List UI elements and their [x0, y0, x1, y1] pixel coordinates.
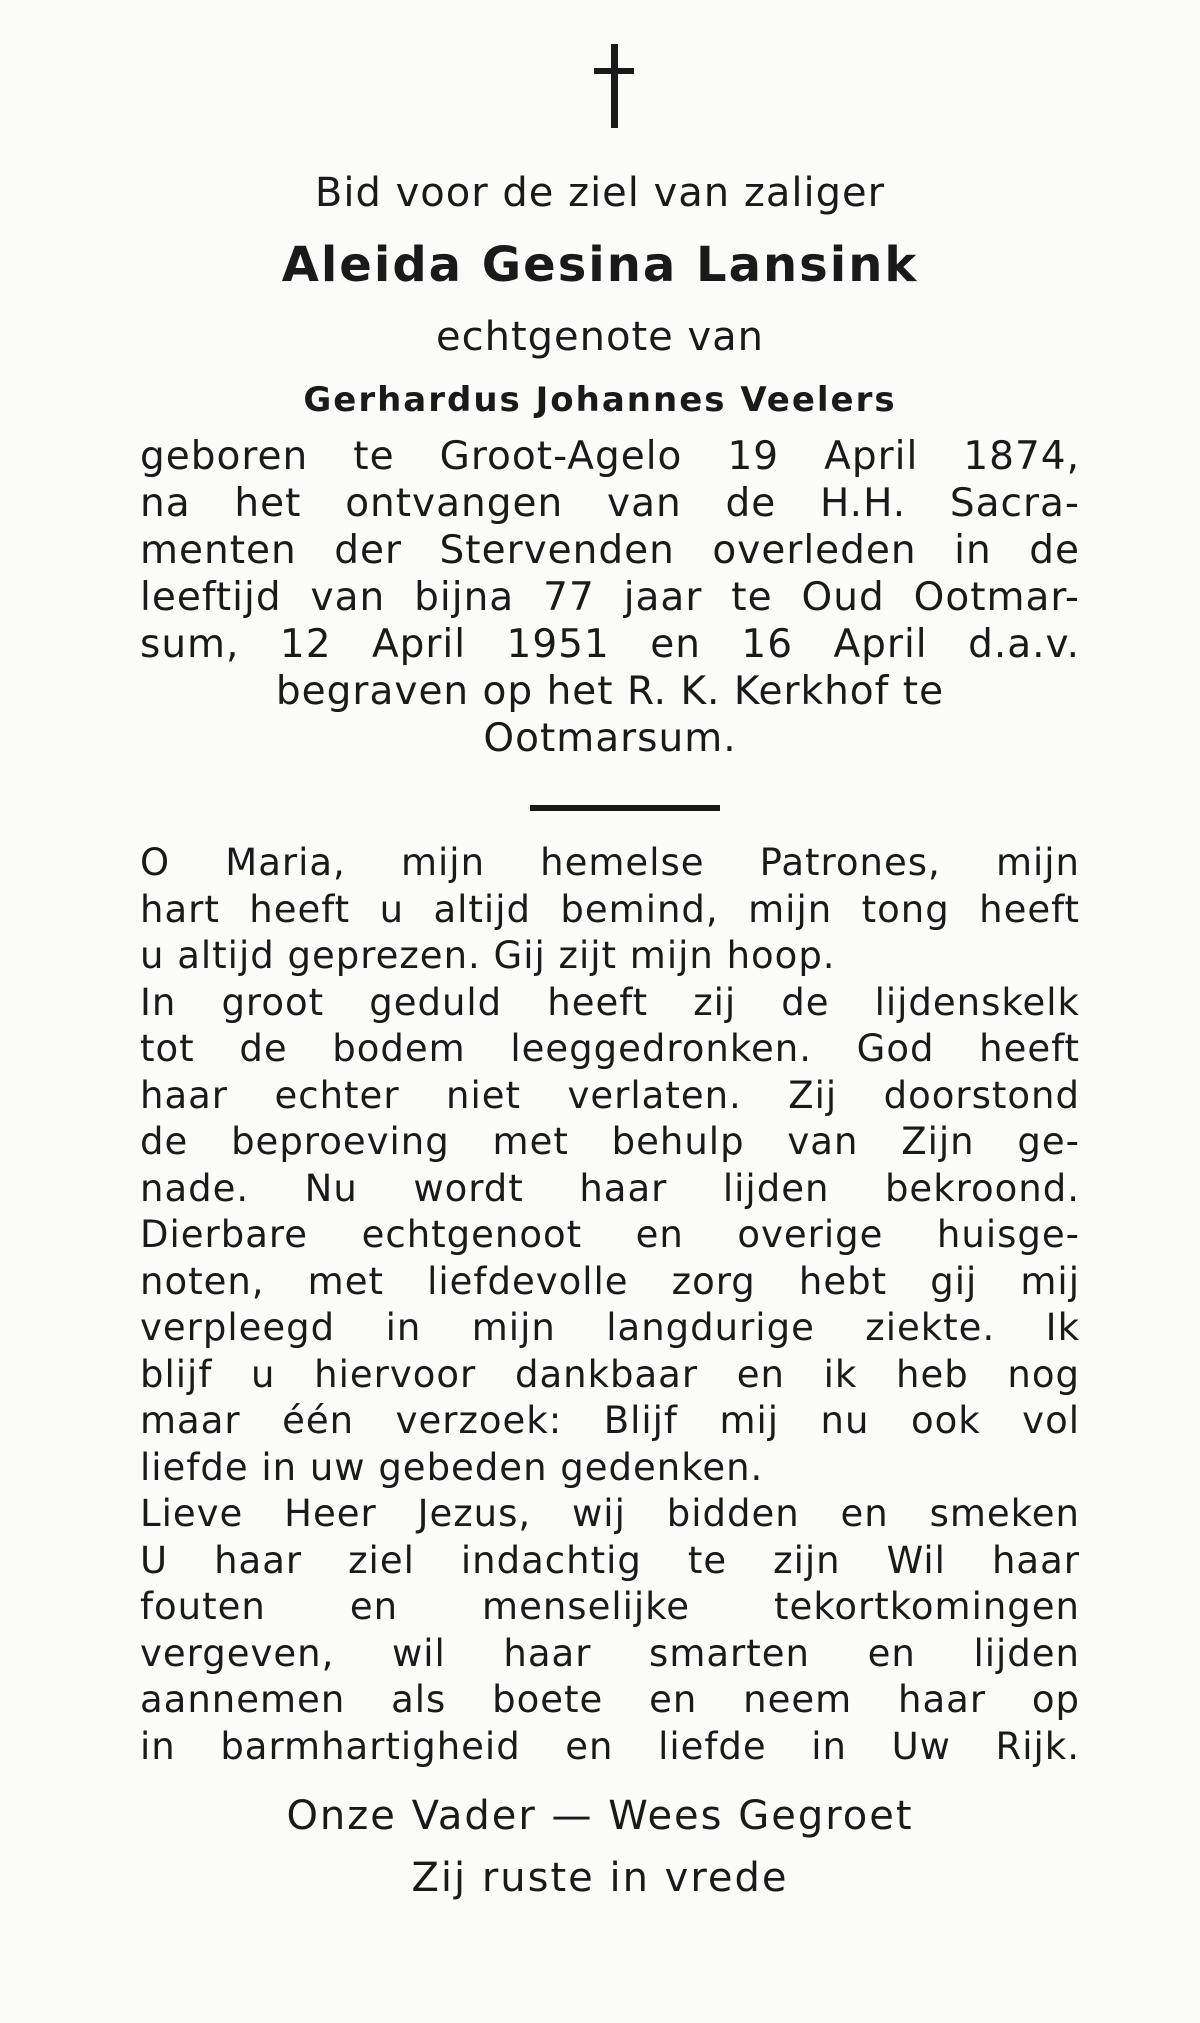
prayer-line: in barmhartigheid en liefde in Uw Rijk.	[140, 1724, 1080, 1768]
spouse-name: Gerhardus Johannes Veelers	[303, 380, 897, 420]
intro-text: Bid voor de ziel van zaliger	[314, 170, 886, 216]
prayer-line: O Maria, mijn hemelse Patrones, mijn	[140, 841, 1080, 884]
prayer-text	[140, 840, 1080, 1770]
bio-line: sum, 12 April 1951 en 16 April d.a.v.	[140, 622, 1080, 667]
bio-line: menten der Stervenden overleden in de	[140, 528, 1080, 573]
divider	[530, 805, 720, 811]
bio-line: na het ontvangen van de H.H. Sacra-	[140, 481, 1080, 526]
prayer-line: de beproeving met behulp van Zijn ge-	[140, 1120, 1080, 1163]
biography	[140, 433, 1080, 762]
bio-line: leeftijd van bijna 77 jaar te Oud Ootmar-	[140, 575, 1080, 620]
prayer-line: hart heeft u altijd bemind, mijn tong heeft	[140, 887, 1080, 931]
prayer-line: U haar ziel indachtig te zijn Wil haar	[140, 1538, 1080, 1582]
prayer-line: haar echter niet verlaten. Zij doorstond	[140, 1073, 1080, 1117]
prayer-line: aannemen als boete en neem haar op	[140, 1678, 1080, 1721]
prayer-line: blijf u hiervoor dankbaar en ik heb nog	[140, 1352, 1080, 1396]
deceased-name: Aleida Gesina Lansink	[281, 237, 919, 293]
prayer-line: In groot geduld heeft zij de lijdenskelk	[140, 980, 1080, 1024]
prayer-line: vergeven, wil haar smarten en lijden	[140, 1631, 1080, 1675]
closing-prayers: Onze Vader — Wees Gegroet	[286, 1793, 914, 1839]
prayer-line: Dierbare echtgenoot en overige huisge-	[140, 1213, 1080, 1256]
prayer-line: Lieve Heer Jezus, wij bidden en smeken	[140, 1492, 1080, 1535]
prayer-line: u altijd geprezen. Gij zijt mijn hoop.	[140, 934, 836, 977]
prayer-line: nade. Nu wordt haar lijden bekroond.	[140, 1166, 1080, 1210]
prayer-line: noten, met liefdevolle zorg hebt gij mij	[140, 1259, 1080, 1303]
spouse-label: echtgenote van	[435, 314, 764, 360]
prayer-line: tot de bodem leeggedronken. God heeft	[140, 1027, 1080, 1070]
bio-line: geboren te Groot-Agelo 19 April 1874,	[140, 434, 1080, 479]
bio-line: begraven op het R. K. Kerkhof te	[275, 669, 945, 714]
prayer-line: verpleegd in mijn langdurige ziekte. Ik	[140, 1306, 1080, 1349]
bio-line: Ootmarsum.	[483, 716, 737, 761]
prayer-line: liefde in uw gebeden gedenken.	[140, 1445, 764, 1489]
prayer-line: maar één verzoek: Blijf mij nu ook vol	[140, 1399, 1080, 1442]
closing-rip: Zij ruste in vrede	[411, 1855, 789, 1901]
cross-icon	[594, 44, 634, 128]
prayer-line: fouten en menselijke tekortkomingen	[140, 1585, 1080, 1628]
